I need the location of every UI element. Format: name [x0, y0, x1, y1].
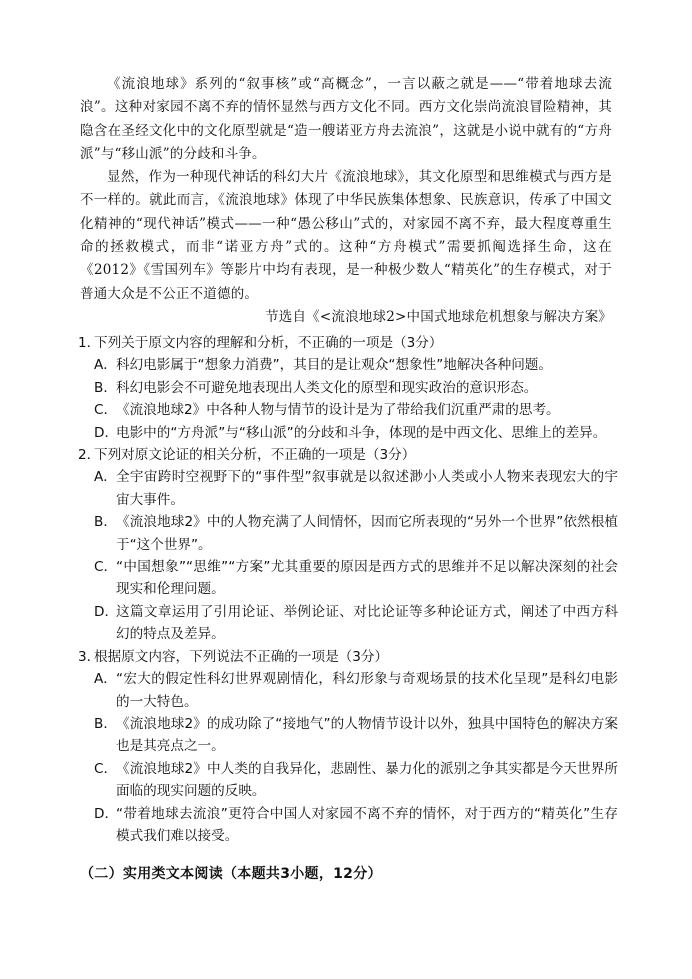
question-stem	[78, 444, 618, 466]
option-d	[78, 803, 618, 848]
question-text: 下列对原文论证的相关分析，不正确的一项是（3分）	[94, 447, 416, 464]
option-d	[78, 422, 618, 444]
option-key: D．	[94, 603, 119, 620]
option-text: 《流浪地球2》中各种人物与情节的设计是为了带给我们沉重严肃的思考。	[116, 402, 560, 419]
option-text: 科幻电影会不可避免地表现出人类文化的原型和现实政治的意识形态。	[116, 379, 538, 396]
passage-source: 节选自《<流浪地球2>中国式地球危机想象与解决方案》	[265, 308, 612, 325]
question-3	[78, 646, 618, 848]
option-text: 这篇文章运用了引用论证、举例论证、对比论证等多种论证方式，阐述了中西方科幻的特点及差异。	[116, 603, 618, 643]
question-list	[78, 332, 618, 847]
option-text: “带着地球去流浪”更符合中国人对家园不离不弃的情怀，对于西方的“精英化”生存模式我们难以接受。	[116, 805, 618, 844]
section-heading: （二）实用类文本阅读（本题共3小题，12分）	[80, 866, 382, 882]
option-key: D．	[94, 805, 119, 822]
option-text: 《流浪地球2》的成功除了“接地气”的人物情节设计以外，独具中国特色的解决方案也是其亮点之一。	[116, 715, 618, 755]
question-stem	[78, 646, 618, 668]
option-key: A．	[94, 671, 117, 688]
option-key: B．	[94, 715, 117, 732]
passage-paragraph-2: 显然，作为一种现代神话的科幻大片《流浪地球》，其文化原型和思维模式与西方是不一样的。就此而言，《流浪地球》体现了中华民族集体想象、民族意识，传承了中国文化精神的“现代神话”模式——一种“愚公移山”式的，对家园不离不弃，最大程度尊重生命的拯救模式，而非“诺亚方舟”式的。这种“方舟模式”需要抓阄选择生命，这在《2012》《雪国列车》等影片中均有表现，是一种极少数人“精英化”的生存模式，对于普通大众是不公正不道德的。	[80, 169, 612, 302]
option-a	[78, 668, 618, 713]
option-c	[78, 758, 618, 803]
option-a	[78, 466, 618, 511]
option-b	[78, 511, 618, 556]
option-c	[78, 399, 618, 421]
question-2	[78, 444, 618, 646]
question-text: 下列关于原文内容的理解和分析，不正确的一项是（3分）	[94, 335, 443, 351]
option-key: A．	[94, 469, 117, 486]
option-text: 全宇宙跨时空视野下的“事件型”叙事就是以叙述渺小人类或小人物来表现宏大的宇宙大事件。	[116, 469, 618, 508]
option-d	[78, 601, 618, 646]
option-text: 《流浪地球2》中人类的自我异化，悲剧性、暴力化的派别之争其实都是今天世界所面临的现实问题的反映。	[116, 760, 618, 800]
option-text: “中国想象”“思维”“方案”尤其重要的原因是西方式的思维并不足以解决深刻的社会现实和伦理问题。	[116, 559, 618, 598]
option-text: 《流浪地球2》中的人物充满了人间情怀，因而它所表现的“另外一个世界”依然根植于“这个世界”。	[116, 514, 618, 553]
question-1	[78, 332, 618, 444]
reading-passage	[80, 73, 612, 329]
passage-paragraph-1: 《流浪地球》系列的“叙事核”或“高概念”，一言以蔽之就是——“带着地球去流浪”。这种对家园不离不弃的情怀显然与西方文化不同。西方文化崇尚流浪冒险精神，其隐含在圣经文化中的文化原型就是“造一艘诺亚方舟去流浪”，这就是小说中就有的“方舟派”与“移山派”的分歧和斗争。	[80, 76, 612, 162]
option-key: D．	[94, 424, 119, 441]
option-key: C．	[94, 402, 118, 419]
option-key: B．	[94, 379, 117, 396]
question-stem	[78, 332, 618, 354]
option-text: “宏大的假定性科幻世界观剧情化，科幻形象与奇观场景的技术化呈现”是科幻电影的一大特色。	[116, 671, 618, 710]
option-b	[78, 713, 618, 758]
question-number: 1．	[78, 335, 101, 351]
option-text: 电影中的“方舟派”与“移山派”的分歧和斗争，体现的是中西文化、思维上的差异。	[116, 424, 607, 441]
option-c	[78, 556, 618, 601]
option-key: C．	[94, 760, 118, 777]
option-a	[78, 354, 618, 376]
question-text: 根据原文内容，下列说法不正确的一项是（3分）	[94, 648, 389, 665]
option-key: B．	[94, 514, 117, 531]
question-number: 2．	[78, 447, 101, 464]
option-key: C．	[94, 559, 118, 576]
option-text: 科幻电影属于“想象力消费”，其目的是让观众“想象性”地解决各种问题。	[116, 357, 552, 374]
option-b	[78, 377, 618, 399]
question-number: 3．	[78, 648, 101, 665]
option-key: A．	[94, 357, 117, 374]
